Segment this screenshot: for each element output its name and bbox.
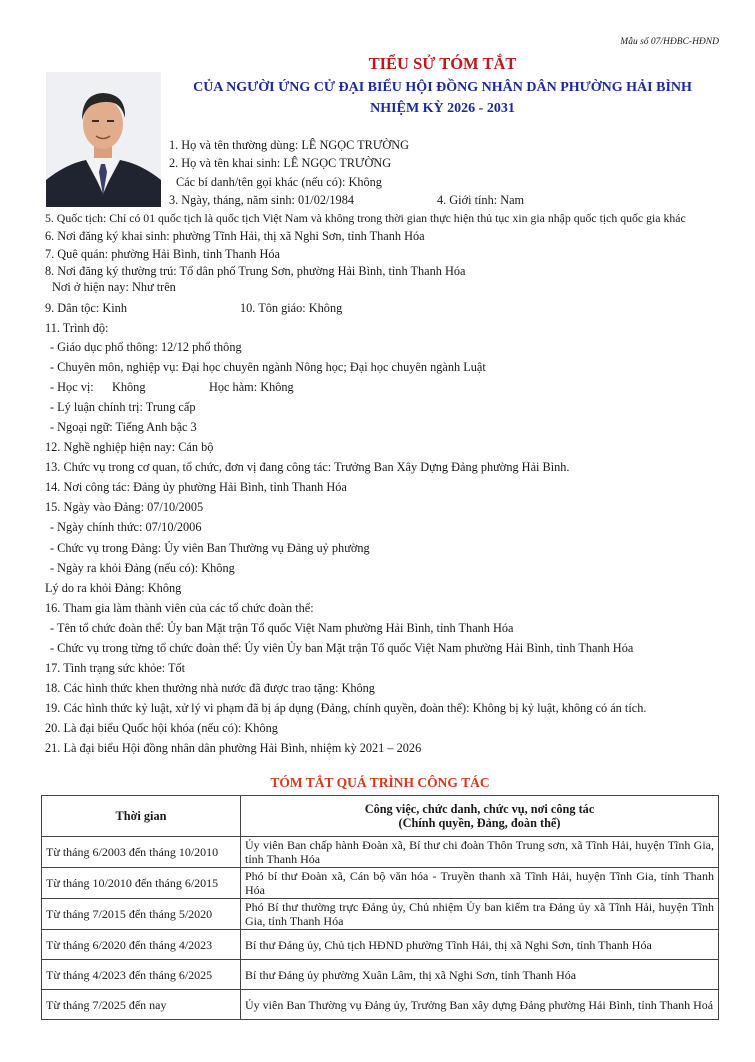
nationality-line: 5. Quốc tịch: Chỉ có 01 quốc tịch là quốc tịch Việt Nam và không trong thời gian thực hiện thủ tục xin gia nhập quốc tịch quốc gia khác: [45, 211, 686, 225]
row-description: Bí thư Đảng ủy, Chủ tịch HĐND phường Tĩnh Hải, thị xã Nghi Sơn, tỉnh Thanh Hóa: [241, 930, 719, 960]
party-leave-date-line: - Ngày ra khỏi Đảng (nếu có): Không: [50, 561, 235, 575]
work-history-table: [41, 795, 719, 1020]
header-description-line1: Công việc, chức danh, chức vụ, nơi công tác: [364, 802, 595, 816]
document-term: NHIỆM KỲ 2026 - 2031: [370, 101, 515, 116]
row-description: Phó bí thư Đoàn xã, Cán bộ văn hóa - Truyền thanh xã Tĩnh Hải, huyện Tĩnh Gia, tỉnh Thanh Hóa: [241, 868, 719, 899]
table-header-row: [42, 796, 719, 837]
general-education-line: - Giáo dục phổ thông: 12/12 phổ thông: [50, 340, 242, 354]
organization-name-line: - Tên tổ chức đoàn thể: Ủy ban Mặt trận Tổ quốc Việt Nam phường Hải Bình, tỉnh Thanh Hóa: [50, 621, 514, 635]
residence-line: 8. Nơi đăng ký thường trú: Tổ dân phố Trung Sơn, phường Hải Bình, tỉnh Thanh Hóa: [45, 264, 466, 278]
table-row: [42, 930, 719, 960]
row-period: Từ tháng 10/2010 đến tháng 6/2015: [42, 868, 241, 899]
position-line: 13. Chức vụ trong cơ quan, tổ chức, đơn vị đang công tác: Trưởng Ban Xây Dựng Đảng phường Hải Bình.: [45, 460, 570, 474]
discipline-line: 19. Các hình thức kỷ luật, xử lý vi phạm đã bị áp dụng (Đảng, chính quyền, đoàn thể): Không bị kỷ luật, không có án tích.: [45, 701, 647, 715]
academic-title-line: Học hàm: Không: [209, 380, 294, 394]
party-leave-reason-line: Lý do ra khỏi Đảng: Không: [45, 581, 182, 595]
political-theory-line: - Lý luận chính trị: Trung cấp: [50, 400, 196, 414]
degree-value: Không: [112, 380, 146, 394]
row-description: Ủy viên Ban chấp hành Đoàn xã, Bí thư chi đoàn Thôn Trung sơn, xã Tĩnh Hải, huyện Tĩnh Gia, tỉnh Thanh Hóa: [241, 837, 719, 868]
header-period: Thời gian: [42, 796, 241, 837]
specialization-line: - Chuyên môn, nghiệp vụ: Đại học chuyên ngành Nông học; Đại học chuyên ngành Luật: [50, 360, 486, 374]
gender-line: 4. Giới tính: Nam: [437, 193, 525, 207]
table-row: [42, 960, 719, 990]
table-row: [42, 990, 719, 1020]
common-name-line: 1. Họ và tên thường dùng: LÊ NGỌC TRƯỜNG: [169, 138, 410, 152]
party-join-line: 15. Ngày vào Đảng: 07/10/2005: [45, 500, 204, 514]
occupation-line: 12. Nghề nghiệp hiện nay: Cán bộ: [45, 440, 214, 454]
party-position-line: - Chức vụ trong Đảng: Ủy viên Ban Thường vụ Đảng uỷ phường: [50, 541, 370, 555]
ethnicity-line: 9. Dân tộc: Kinh: [45, 301, 127, 315]
dob-line: 3. Ngày, tháng, năm sinh: 01/02/1984: [169, 193, 355, 207]
work-history-title: TÓM TẮT QUÁ TRÌNH CÔNG TÁC: [270, 775, 490, 790]
table-row: [42, 868, 719, 899]
workplace-line: 14. Nơi công tác: Đảng ủy phường Hải Bình, tỉnh Thanh Hóa: [45, 480, 347, 494]
document-subtitle: CỦA NGƯỜI ỨNG CỬ ĐẠI BIỂU HỘI ĐỒNG NHÂN DÂN PHƯỜNG HẢI BÌNH: [193, 80, 692, 95]
birth-registration-line: 6. Nơi đăng ký khai sinh: phường Tĩnh Hải, thị xã Nghi Sơn, tỉnh Thanh Hóa: [45, 229, 425, 243]
education-heading: 11. Trình độ:: [45, 321, 109, 335]
header-description: [241, 796, 719, 837]
organizations-heading: 16. Tham gia làm thành viên của các tổ chức đoàn thể:: [45, 601, 314, 615]
row-period: Từ tháng 4/2023 đến tháng 6/2025: [42, 960, 241, 990]
row-description: Ủy viên Ban Thường vụ Đảng ủy, Trưởng Ban xây dựng Đảng phường Hải Bình, tỉnh Thanh Hoá: [241, 990, 719, 1020]
national-assembly-line: 20. Là đại biểu Quốc hội khóa (nếu có): Không: [45, 721, 278, 735]
council-member-line: 21. Là đại biểu Hội đồng nhân dân phường Hải Bình, nhiệm kỳ 2021 – 2026: [45, 741, 422, 755]
organization-position-line: - Chức vụ trong từng tổ chức đoàn thể: Ủy viên Ủy ban Mặt trận Tổ quốc Việt Nam phường Hải Bình, tỉnh Thanh Hóa: [50, 641, 634, 655]
table-row: [42, 899, 719, 930]
birth-name-line: 2. Họ và tên khai sinh: LÊ NGỌC TRƯỜNG: [169, 156, 392, 170]
row-description: Phó Bí thư thường trực Đảng ủy, Chủ nhiệm Ủy ban kiểm tra Đảng ủy xã Tĩnh Hải, huyện Tĩnh Gia, tỉnh Thanh Hóa: [241, 899, 719, 930]
row-period: Từ tháng 7/2015 đến tháng 5/2020: [42, 899, 241, 930]
religion-line: 10. Tôn giáo: Không: [240, 301, 343, 315]
party-official-line: - Ngày chính thức: 07/10/2006: [50, 520, 202, 534]
degree-line: - Học vị:: [50, 380, 94, 394]
health-line: 17. Tình trạng sức khỏe: Tốt: [45, 661, 186, 675]
alias-line: Các bí danh/tên gọi khác (nếu có): Không: [176, 175, 382, 189]
current-address-line: Nơi ở hiện nay: Như trên: [52, 280, 176, 294]
foreign-language-line: - Ngoại ngữ: Tiếng Anh bậc 3: [50, 420, 197, 434]
row-period: Từ tháng 7/2025 đến nay: [42, 990, 241, 1020]
awards-line: 18. Các hình thức khen thưởng nhà nước đã được trao tặng: Không: [45, 681, 375, 695]
header-description-line2: (Chính quyền, Đảng, đoàn thể): [398, 816, 561, 830]
form-code: Mẫu số 07/HĐBC-HĐND: [620, 37, 719, 47]
row-description: Bí thư Đảng ủy phường Xuân Lâm, thị xã Nghi Sơn, tỉnh Thanh Hóa: [241, 960, 719, 990]
row-period: Từ tháng 6/2020 đến tháng 4/2023: [42, 930, 241, 960]
document-title: TIỂU SỬ TÓM TẮT: [368, 54, 517, 73]
portrait-photo: [46, 72, 161, 207]
row-period: Từ tháng 6/2003 đến tháng 10/2010: [42, 837, 241, 868]
table-row: [42, 837, 719, 868]
hometown-line: 7. Quê quán: phường Hải Bình, tỉnh Thanh Hóa: [45, 247, 280, 261]
